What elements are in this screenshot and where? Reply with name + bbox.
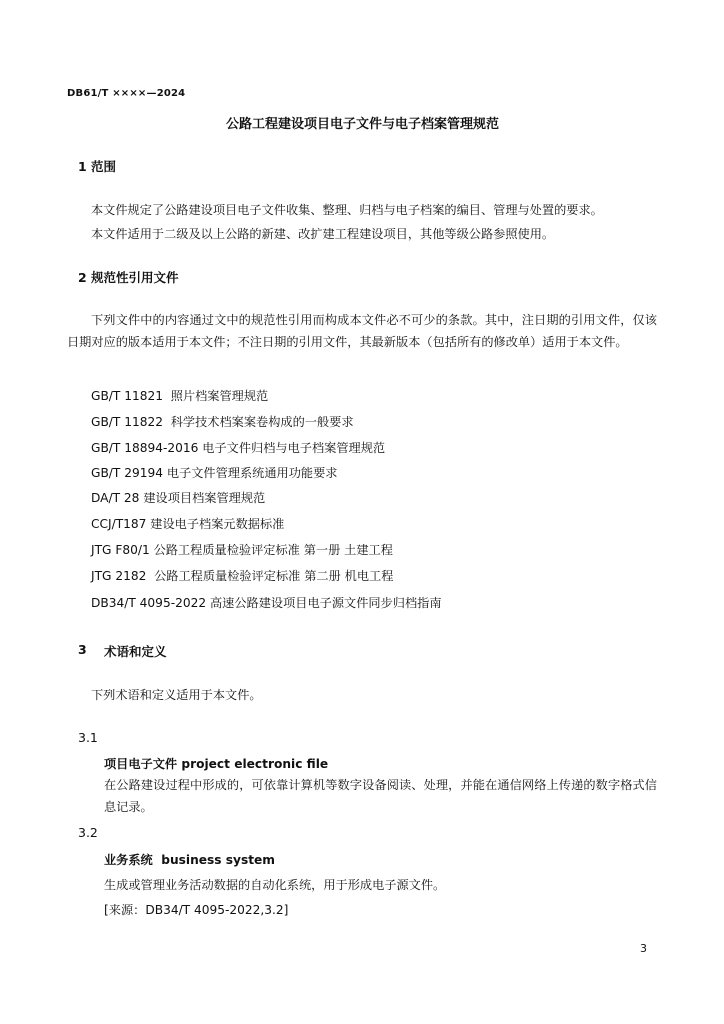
section-1-paragraph-1: 本文件规定了公路建设项目电子文件收集、整理、归档与电子档案的编目、管理与处置的要求。 (91, 203, 603, 217)
reference-item: DA/T 28 建设项目档案管理规范 (91, 491, 266, 505)
page-number: 3 (640, 942, 647, 955)
term-title: 项目电子文件 project electronic file (104, 757, 329, 771)
section-2-heading: 2 规范性引用文件 (78, 270, 179, 285)
term-number: 3.1 (78, 730, 98, 745)
term-number: 3.2 (78, 825, 98, 840)
document-title: 公路工程建设项目电子文件与电子档案管理规范 (226, 117, 500, 132)
section-3-heading: 术语和定义 (104, 644, 167, 659)
section-1-paragraph-2: 本文件适用于二级及以上公路的新建、改扩建工程建设项目，其他等级公路参照使用。 (91, 227, 555, 241)
section-3-intro: 下列术语和定义适用于本文件。 (91, 688, 262, 702)
reference-item: JTG 2182 公路工程质量检验评定标准 第二册 机电工程 (91, 569, 394, 583)
reference-item: JTG F80/1 公路工程质量检验评定标准 第一册 土建工程 (91, 543, 393, 557)
section-1-heading: 1 范围 (78, 159, 117, 174)
section-2-intro: 下列文件中的内容通过文中的规范性引用而构成本文件必不可少的条款。其中，注日期的引用文件，仅该日期对应的版本适用于本文件；不注日期的引用文件，其最新版本（包括所有的修改单）适用于本文件。 (67, 313, 657, 349)
term-title: 业务系统 business system (104, 853, 276, 867)
section-3-number: 3 (78, 642, 87, 657)
term-source: [来源：DB34/T 4095-2022,3.2] (104, 903, 289, 917)
reference-item: CCJ/T187 建设电子档案元数据标准 (91, 517, 285, 531)
reference-item: GB/T 18894-2016 电子文件归档与电子档案管理规范 (91, 441, 386, 455)
reference-item: GB/T 11821 照片档案管理规范 (91, 389, 269, 403)
reference-item: GB/T 29194 电子文件管理系统通用功能要求 (91, 466, 338, 480)
document-code-header: DB61/T ××××—2024 (67, 88, 186, 99)
reference-item: DB34/T 4095-2022 高速公路建设项目电子源文件同步归档指南 (91, 596, 442, 610)
reference-item: GB/T 11822 科学技术档案案卷构成的一般要求 (91, 415, 354, 429)
term-definition: 在公路建设过程中形成的，可依靠计算机等数字设备阅读、处理，并能在通信网络上传递的数字格式信息记录。 (104, 778, 657, 814)
term-definition: 生成或管理业务活动数据的自动化系统，用于形成电子源文件。 (104, 878, 446, 892)
